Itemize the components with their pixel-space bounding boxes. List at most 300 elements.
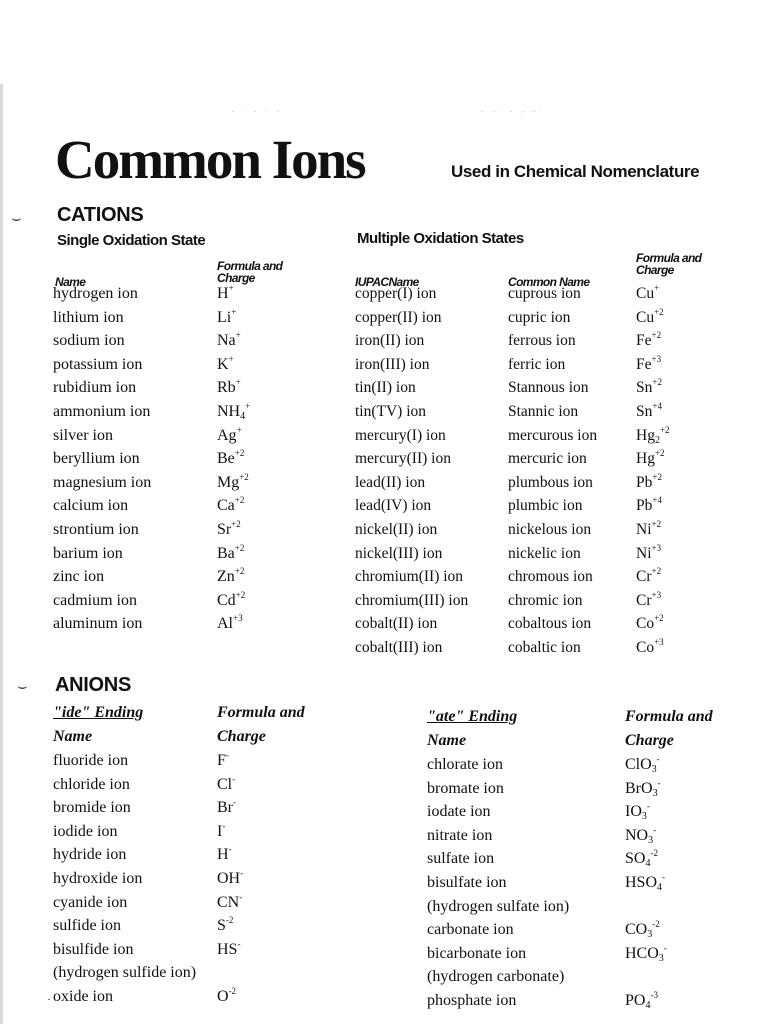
ion-charge: -2 (650, 848, 658, 859)
ion-charge: - (232, 773, 236, 784)
ion-formula (636, 450, 665, 467)
ion-formula (217, 820, 226, 840)
common-name: Stannic ion (508, 403, 579, 420)
ion-charge: - (237, 938, 241, 949)
ion-subscript: 4 (645, 858, 651, 870)
ion-name: (hydrogen sulfide ion) (53, 964, 197, 982)
formula-cell (217, 402, 250, 422)
cations-heading: CATIONS (57, 204, 144, 226)
ion-symbol: Co (636, 615, 655, 633)
formula-cell (217, 775, 235, 795)
ion-name: strontium ion (53, 521, 139, 538)
ion-symbol: HCO (625, 944, 659, 962)
formula-cell (636, 544, 661, 564)
ion-charge: +2 (234, 448, 245, 459)
ion-formula (217, 332, 241, 349)
ion-formula (636, 285, 659, 302)
ion-formula (217, 542, 245, 562)
ion-charge: + (236, 424, 242, 435)
ion-formula (217, 353, 234, 373)
ion-name: bromide ion (53, 799, 131, 817)
ion-symbol: Ni (636, 544, 652, 562)
ide-name-column-header: Name (53, 728, 93, 745)
ion-name: calcium ion (53, 497, 129, 515)
ion-symbol: IO (625, 803, 642, 821)
ide-formula-header-line2: Charge (217, 728, 266, 745)
common-name: cobaltous ion (508, 615, 592, 633)
ion-formula (636, 542, 662, 562)
ion-name: carbonate ion (427, 921, 514, 939)
ion-symbol: NH (217, 403, 241, 420)
ion-symbol: Mg (217, 473, 240, 491)
ion-symbol: Be (217, 450, 235, 468)
ion-name: beryllium ion (53, 450, 140, 468)
ion-charge: +2 (235, 589, 246, 600)
ion-symbol: Fe (636, 332, 652, 350)
ion-symbol: Zn (217, 568, 235, 586)
ion-formula (636, 615, 664, 632)
ion-charge: - (240, 868, 244, 878)
top-blank-band (0, 0, 768, 84)
formula-cell (636, 355, 661, 375)
iupac-name: nickel(III) ion (355, 544, 443, 562)
ion-formula (625, 874, 665, 891)
ion-symbol: Cu (636, 308, 655, 326)
formula-cell (625, 991, 658, 1011)
formula-cell (217, 845, 232, 865)
ate-name-column-header: Name (427, 732, 467, 749)
common-name: mercuric ion (508, 450, 587, 468)
ion-subscript: 3 (641, 811, 647, 823)
ion-name: cadmium ion (53, 591, 137, 609)
ion-formula (636, 379, 662, 396)
common-name: ferrous ion (508, 332, 576, 350)
ion-charge: +2 (239, 471, 249, 482)
formula-cell (217, 426, 242, 446)
common-name-column-header: Common Name (508, 275, 590, 289)
ion-formula (625, 777, 661, 799)
common-name: cupric ion (508, 308, 571, 326)
common-name: ferric ion (508, 355, 566, 373)
ion-symbol: BrO (625, 779, 653, 797)
formula-cell (636, 426, 670, 446)
formula-cell (625, 920, 660, 940)
ion-symbol: Li (217, 308, 232, 326)
ion-charge: +2 (234, 495, 245, 506)
iupac-name: iron(III) ion (355, 355, 430, 373)
ion-charge: - (233, 797, 236, 808)
ion-charge: -3 (650, 990, 658, 1000)
ion-formula (636, 424, 670, 446)
ion-name: cyanide ion (53, 893, 128, 911)
ion-symbol: Cr (636, 568, 652, 586)
ion-name: bromate ion (427, 779, 504, 797)
ion-formula (636, 471, 662, 491)
iupac-name: mercury(II) ion (355, 450, 451, 468)
formula-cell (636, 378, 662, 398)
ion-formula (636, 589, 662, 609)
formula-cell (217, 591, 245, 611)
ion-charge: - (662, 872, 666, 882)
ide-formula-header-line1: Formula and (217, 704, 305, 721)
ion-formula (625, 801, 650, 823)
iupac-name: lead(II) ion (355, 473, 426, 491)
ion-formula (636, 639, 664, 656)
ion-name: (hydrogen carbonate) (427, 968, 565, 986)
common-name: plumbic ion (508, 497, 583, 515)
ion-formula (636, 568, 661, 585)
ion-formula (217, 938, 241, 958)
ion-name: iodate ion (427, 803, 491, 821)
ion-charge: +3 (651, 542, 662, 553)
formula-cell (217, 822, 225, 842)
ion-symbol: Cd (217, 591, 236, 609)
ate-formula-header-line2: Charge (625, 732, 674, 749)
iupac-name-column-header: IUPACName (355, 275, 419, 289)
formula-cell (217, 284, 234, 304)
ion-formula (217, 988, 236, 1005)
ion-name: hydride ion (53, 846, 127, 864)
formula-cell (625, 826, 656, 846)
ion-charge: - (239, 891, 243, 902)
ion-formula (217, 379, 241, 396)
ion-symbol: Sn (636, 403, 653, 420)
ion-formula (217, 403, 250, 420)
formula-cell (217, 798, 236, 818)
ion-name: zinc ion (53, 568, 105, 586)
ion-charge: -2 (228, 986, 237, 996)
ion-symbol: NO (625, 826, 649, 844)
ion-symbol: H (217, 285, 229, 302)
ion-formula (636, 306, 664, 326)
ion-charge: +3 (651, 589, 662, 600)
formula-cell (636, 402, 662, 422)
ion-charge: +2 (234, 566, 245, 577)
ion-name: potassium ion (53, 355, 143, 373)
formula-cell (217, 496, 244, 516)
ion-symbol: Sr (217, 521, 232, 538)
common-name: Stannous ion (508, 379, 589, 397)
ion-name: bisulfate ion (427, 874, 507, 891)
ion-name: fluoride ion (53, 752, 129, 769)
ion-symbol: Pb (636, 473, 653, 491)
ion-subscript: 2 (654, 434, 660, 446)
ion-formula (217, 497, 244, 514)
formula-cell (217, 567, 244, 587)
ion-charge: + (235, 330, 241, 341)
iupac-name: nickel(II) ion (355, 521, 438, 538)
ion-symbol: Br (217, 799, 233, 817)
multiple-formula-column-header: Formula and Charge (636, 251, 702, 277)
scan-specks-left: · ˙ · ᐧ · (231, 106, 283, 116)
common-name: cuprous ion (508, 285, 581, 302)
formula-cell (217, 520, 241, 540)
ion-charge: - (663, 942, 667, 953)
ion-charge: +4 (652, 495, 662, 506)
formula-cell (636, 284, 659, 304)
ion-symbol: Cr (636, 591, 652, 609)
anions-heading: ANIONS (55, 674, 131, 696)
ion-name: sodium ion (53, 332, 125, 350)
document-page (0, 84, 768, 1024)
ion-name: lithium ion (53, 308, 124, 326)
ion-formula (217, 773, 236, 793)
ion-formula (217, 752, 229, 769)
formula-cell (217, 355, 234, 375)
ion-charge: + (231, 306, 237, 317)
ion-symbol: OH (217, 870, 241, 887)
iupac-name: mercury(I) ion (355, 426, 446, 444)
ion-symbol: Cu (636, 285, 655, 302)
ion-charge: +3 (654, 637, 664, 647)
iupac-name: chromium(II) ion (355, 568, 464, 586)
ion-charge: - (656, 754, 660, 764)
ion-charge: - (657, 777, 661, 788)
ion-formula (636, 403, 662, 420)
common-name: nickelous ion (508, 521, 592, 538)
ion-charge: +2 (651, 519, 662, 529)
margin-mark-icon: ⌣ (17, 678, 28, 695)
ion-symbol: Hg (636, 450, 655, 468)
ion-charge: +2 (654, 448, 665, 459)
formula-cell (217, 308, 236, 328)
ion-formula (217, 846, 232, 863)
page-subtitle: Used in Chemical Nomenclature (451, 162, 700, 181)
ion-charge: - (653, 824, 657, 835)
ion-symbol: HSO (625, 874, 658, 891)
ion-formula (217, 870, 243, 887)
ion-symbol: PO (625, 992, 646, 1009)
ion-symbol: Rb (217, 379, 236, 397)
iupac-name: chromium(III) ion (355, 591, 469, 609)
ion-name: sulfide ion (53, 917, 121, 935)
ion-symbol: Na (217, 332, 236, 350)
formula-cell (625, 755, 660, 775)
common-name: nickelic ion (508, 544, 581, 562)
ion-charge: +2 (231, 519, 241, 529)
ion-formula (636, 353, 662, 373)
ion-symbol: SO (625, 850, 646, 868)
common-name: plumbous ion (508, 473, 593, 491)
ion-formula (217, 589, 246, 609)
ion-formula (625, 824, 657, 846)
ion-name: chlorate ion (427, 756, 503, 773)
formula-cell (217, 751, 229, 771)
iupac-name: lead(IV) ion (355, 497, 432, 515)
common-name: mercurous ion (508, 426, 598, 444)
ion-name: rubidium ion (53, 379, 137, 397)
ion-symbol: Cl (217, 775, 233, 793)
ion-name: bicarbonate ion (427, 944, 527, 962)
ion-charge: +3 (233, 613, 243, 624)
ion-symbol: Ag (217, 426, 237, 444)
formula-cell (625, 802, 650, 822)
ion-symbol: Sn (636, 379, 653, 397)
scan-specks-right: · ·˙ · ·̣ ·˙ (481, 106, 545, 116)
ion-name: (hydrogen sulfate ion) (427, 897, 570, 915)
formula-cell (217, 916, 233, 936)
ion-symbol: H (217, 846, 229, 864)
ate-ending-heading: "ate" Ending (427, 708, 518, 725)
formula-cell (217, 987, 236, 1007)
ion-name: magnesium ion (53, 473, 152, 491)
ion-symbol: K (217, 355, 229, 373)
ion-charge: - (225, 750, 229, 760)
ion-charge: +2 (654, 306, 664, 317)
ion-symbol: I (217, 822, 223, 840)
ion-charge: +2 (652, 377, 662, 388)
formula-cell (636, 520, 661, 540)
ion-formula (217, 424, 242, 444)
ion-subscript: 3 (651, 764, 657, 775)
ion-charge: - (228, 844, 232, 855)
ion-formula (625, 942, 667, 964)
formula-cell (217, 449, 244, 469)
formula-cell (636, 638, 664, 658)
ion-formula (636, 497, 662, 514)
ion-formula (625, 919, 660, 941)
ion-subscript: 4 (240, 411, 246, 422)
formula-cell (636, 567, 661, 587)
iupac-name: copper(I) ion (355, 285, 437, 302)
ion-name: nitrate ion (427, 826, 493, 844)
ion-charge: +2 (651, 566, 662, 577)
formula-cell (625, 944, 667, 964)
formula-cell (217, 614, 243, 634)
ion-formula (217, 285, 234, 302)
formula-cell (217, 869, 243, 889)
ion-symbol: Ba (217, 544, 235, 562)
ion-formula (217, 799, 236, 816)
ion-charge: + (228, 283, 234, 293)
ion-charge: - (222, 820, 226, 831)
ion-name: hydroxide ion (53, 870, 143, 887)
formula-cell (636, 308, 664, 328)
ion-name: aluminum ion (53, 615, 143, 633)
margin-mark-icon: ⌣ (11, 210, 22, 227)
ion-name: sulfate ion (427, 850, 495, 868)
ion-formula (217, 917, 233, 934)
ion-symbol: Hg (636, 426, 655, 444)
ion-charge: + (235, 377, 241, 388)
ion-symbol: S (217, 917, 226, 935)
formula-cell (217, 378, 241, 398)
ion-subscript: 3 (648, 834, 654, 846)
ion-charge: +4 (652, 401, 662, 411)
ion-symbol: CN (217, 893, 240, 911)
ion-formula (625, 848, 658, 870)
common-name: chromic ion (508, 591, 583, 609)
ion-charge: +2 (652, 471, 662, 482)
ion-name: hydrogen ion (53, 285, 138, 302)
ion-formula (217, 891, 243, 911)
ion-name: phosphate ion (427, 992, 517, 1009)
ion-formula (217, 521, 241, 538)
single-formula-column-header: Formula and Charge (217, 259, 283, 285)
ion-charge: + (654, 283, 660, 293)
ion-formula (217, 615, 243, 632)
formula-cell (625, 849, 658, 869)
ion-name: silver ion (53, 426, 113, 444)
ion-symbol: O (217, 988, 229, 1005)
ion-formula (217, 471, 249, 491)
single-name-column-header: Name (55, 275, 86, 289)
ion-formula (217, 306, 237, 326)
ion-symbol: Pb (636, 497, 653, 515)
ion-charge: +2 (651, 330, 662, 341)
ion-subscript: 3 (647, 929, 653, 941)
ion-name: barium ion (53, 544, 123, 562)
ion-formula (636, 332, 661, 349)
ate-formula-header-line1: Formula and (625, 708, 713, 725)
ion-charge: +2 (659, 424, 670, 435)
ion-formula (636, 521, 661, 538)
iupac-name: tin(II) ion (355, 379, 416, 397)
ion-formula (625, 992, 658, 1009)
ion-subscript: 4 (645, 1000, 651, 1011)
ion-formula (217, 568, 244, 585)
formula-cell (636, 591, 661, 611)
formula-cell (217, 331, 241, 351)
ion-symbol: Ni (636, 521, 652, 538)
ion-symbol: Fe (636, 355, 652, 373)
ion-subscript: 3 (652, 787, 658, 799)
iupac-name: copper(II) ion (355, 308, 442, 326)
ion-charge: - (646, 801, 650, 812)
formula-cell (636, 449, 665, 469)
ion-symbol: CO (625, 921, 648, 939)
iupac-name: cobalt(III) ion (355, 639, 443, 656)
ion-name: oxide ion (53, 988, 113, 1005)
formula-cell (636, 614, 664, 634)
single-oxidation-heading: Single Oxidation State (57, 232, 206, 249)
ion-name: ammonium ion (53, 403, 151, 420)
ion-charge: -2 (652, 919, 660, 930)
ion-symbol: Ca (217, 497, 235, 515)
ion-subscript: 3 (658, 952, 664, 964)
common-name: cobaltic ion (508, 639, 581, 656)
ion-charge: -2 (225, 915, 234, 926)
formula-cell (625, 873, 665, 893)
multiple-oxidation-heading: Multiple Oxidation States (357, 230, 524, 247)
page-title: Common Ions (55, 129, 365, 190)
ion-symbol: Al (217, 615, 233, 633)
iupac-name: iron(II) ion (355, 332, 425, 350)
iupac-name: cobalt(II) ion (355, 615, 438, 633)
ion-charge: +3 (651, 353, 662, 364)
formula-cell (636, 331, 661, 351)
ion-name: bisulfide ion (53, 940, 134, 958)
ion-symbol: Co (636, 639, 655, 656)
formula-cell (636, 473, 662, 493)
ion-formula (217, 450, 244, 467)
ion-name: chloride ion (53, 775, 130, 793)
ion-charge: +2 (654, 613, 664, 624)
formula-cell (217, 473, 249, 493)
ion-symbol: HS (217, 940, 238, 958)
formula-cell (636, 496, 662, 516)
ion-symbol: ClO (625, 756, 652, 773)
iupac-name: tin(TV) ion (355, 403, 427, 420)
ide-ending-heading: "ide" Ending (53, 704, 144, 721)
formula-cell (625, 779, 661, 799)
formula-cell (217, 893, 242, 913)
ion-charge: + (228, 353, 234, 364)
ion-subscript: 4 (657, 882, 663, 893)
common-name: chromous ion (508, 568, 593, 586)
ion-formula (625, 756, 660, 773)
ion-charge: + (245, 401, 251, 411)
